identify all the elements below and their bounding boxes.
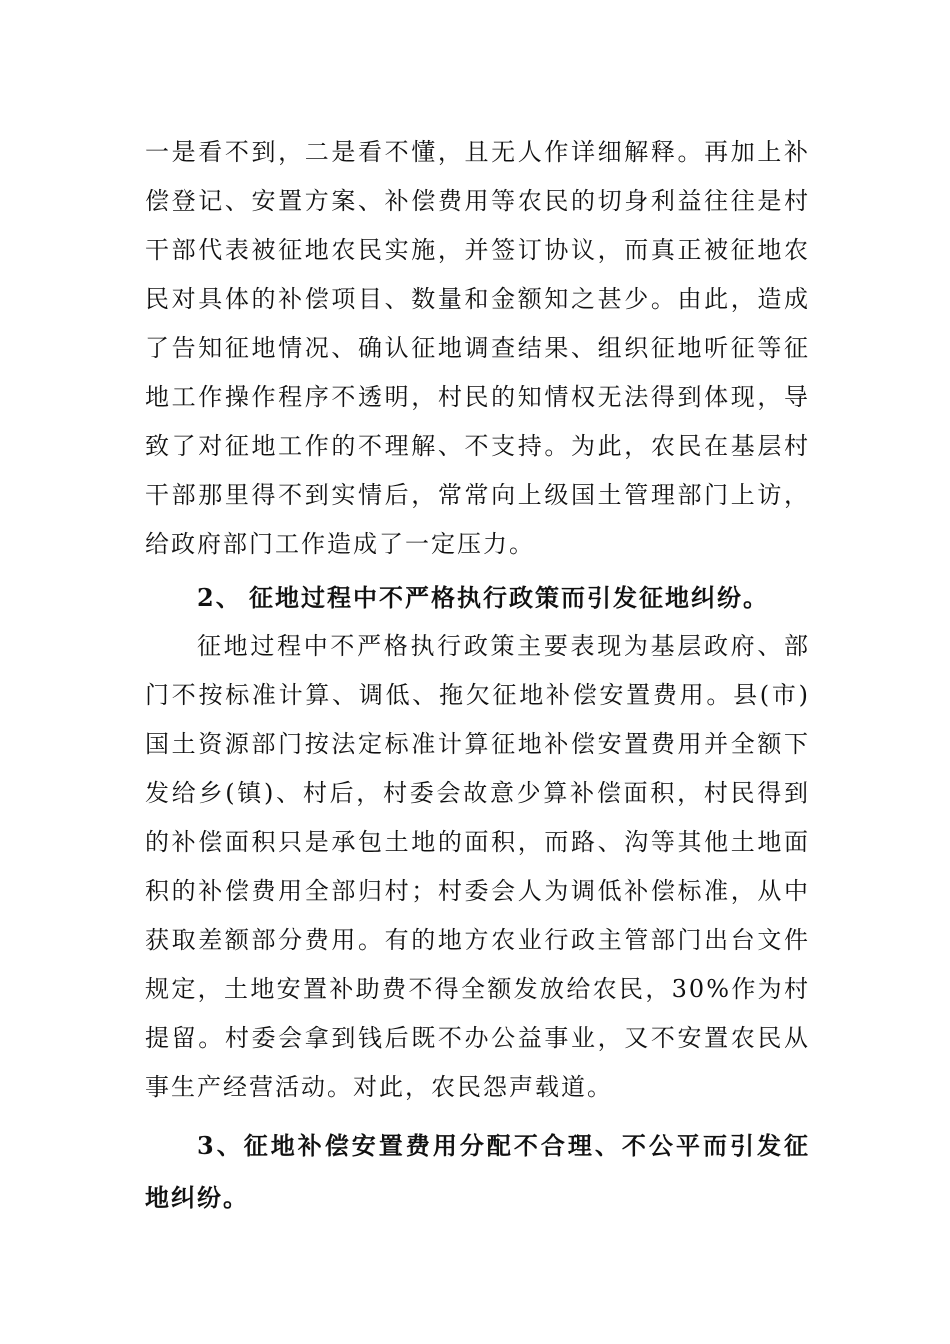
section-heading-2-text: 征地过程中不严格执行政策而引发征地纠纷。 — [249, 583, 769, 612]
section-heading-2-number: 2、 — [197, 583, 242, 612]
section-heading-2 — [145, 573, 810, 622]
document-page — [145, 128, 810, 1224]
section-heading-3: 3、征地补偿安置费用分配不合理、不公平而引发征地纠纷。 — [145, 1131, 810, 1212]
body-paragraph-2: 征地过程中不严格执行政策主要表现为基层政府、部门不按标准计算、调低、拖欠征地补偿安置费用。县(市)国土资源部门按法定标准计算征地补偿安置费用并全额下发给乡(镇)、村后，村委会故意少算补偿面积，村民得到的补偿面积只是承包土地的面积，而路、沟等其他土地面积的补偿费用全部归村；村委会人为调低补偿标准，从中获取差额部分费用。有的地方农业行政主管部门出台文件规定，土地安置补助费不得全额发放给农民，30%作为村提留。村委会拿到钱后既不办公益事业，又不安置农民从事生产经营活动。对此，农民怨声载道。 — [145, 632, 810, 1101]
body-paragraph-1: 一是看不到，二是看不懂，且无人作详细解释。再加上补偿登记、安置方案、补偿费用等农民的切身利益往往是村干部代表被征地农民实施，并签订协议，而真正被征地农民对具体的补偿项目、数量和金额知之甚少。由此，造成了告知征地情况、确认征地调查结果、组织征地听征等征地工作操作程序不透明，村民的知情权无法得到体现，导致了对征地工作的不理解、不支持。为此，农民在基层村干部那里得不到实情后，常常向上级国土管理部门上访，给政府部门工作造成了一定压力。 — [145, 138, 810, 558]
